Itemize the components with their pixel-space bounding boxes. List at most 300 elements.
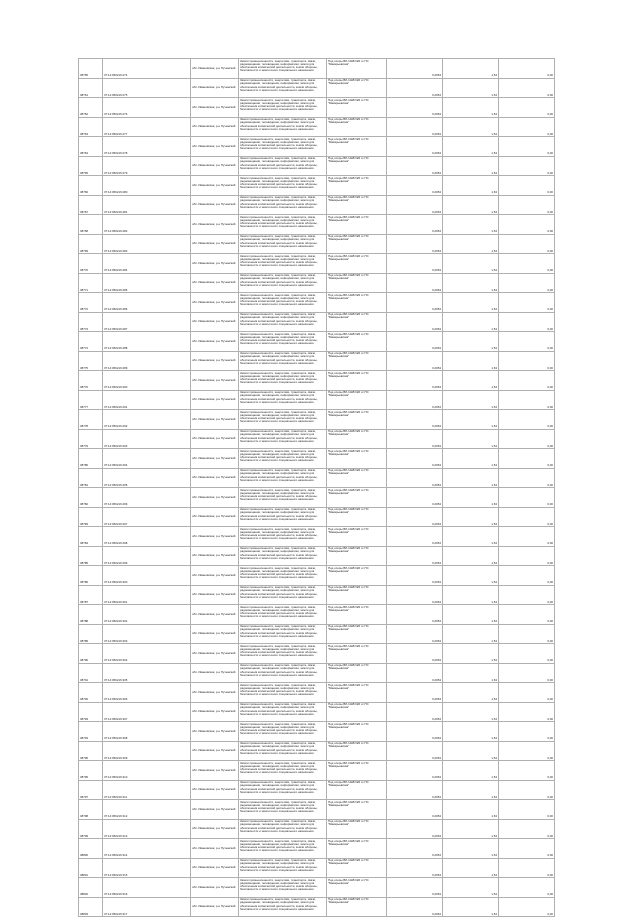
address-cell: обл. Ивановская, р-н Пучежский <box>191 351 239 371</box>
rate-cell: 1,54 <box>443 254 499 274</box>
row-id-cell: 38762 <box>79 98 103 118</box>
row-id-cell: 38797 <box>79 780 103 800</box>
land-parcel-table <box>78 58 555 917</box>
rate-cell: 1,54 <box>443 624 499 644</box>
area-cell: 0,0054 <box>387 878 443 898</box>
table-row <box>79 878 555 898</box>
land-category-cell: Земли промышленности, энергетики, транспорта, связи, радиовещания, телевидения, информатики, земли для обеспечения космической деятельности, земли обороны, безопасности и земли иного специального назначения <box>239 507 327 527</box>
land-category-cell: Земли промышленности, энергетики, транспорта, связи, радиовещания, телевидения, информатики, земли для обеспечения космической деятельности, земли обороны, безопасности и земли иного специального назначения <box>239 293 327 313</box>
address-cell: обл. Ивановская, р-н Пучежский <box>191 390 239 410</box>
cadastral-number-cell: 37:14:050216:287 <box>103 312 191 332</box>
table-row <box>79 722 555 742</box>
tax-cell: 0,00 <box>499 156 555 176</box>
tax-cell: 0,00 <box>499 858 555 878</box>
row-id-cell: 38782 <box>79 488 103 508</box>
rate-cell: 1,54 <box>443 566 499 586</box>
table-row <box>79 390 555 410</box>
rate-cell: 1,54 <box>443 449 499 469</box>
land-use-cell: Под опоры ВЛ-10кВ №5 от ПС "Макарьевская" <box>327 312 387 332</box>
cadastral-number-cell: 37:14:050216:311 <box>103 780 191 800</box>
row-id-cell: 38770 <box>79 254 103 274</box>
row-id-cell: 38798 <box>79 800 103 820</box>
address-cell: обл. Ивановская, р-н Пучежский <box>191 527 239 547</box>
land-category-cell: Земли промышленности, энергетики, транспорта, связи, радиовещания, телевидения, информатики, земли для обеспечения космической деятельности, земли обороны, безопасности и земли иного специального назначения <box>239 390 327 410</box>
area-cell: 0,0054 <box>387 273 443 293</box>
table-row <box>79 117 555 137</box>
land-category-cell: Земли промышленности, энергетики, транспорта, связи, радиовещания, телевидения, информатики, земли для обеспечения космической деятельности, земли обороны, безопасности и земли иного специального назначения <box>239 605 327 625</box>
land-category-cell: Земли промышленности, энергетики, транспорта, связи, радиовещания, телевидения, информатики, земли для обеспечения космической деятельности, земли обороны, безопасности и земли иного специального назначения <box>239 410 327 430</box>
table-row <box>79 449 555 469</box>
rate-cell: 1,54 <box>443 176 499 196</box>
land-category-cell: Земли промышленности, энергетики, транспорта, связи, радиовещания, телевидения, информатики, земли для обеспечения космической деятельности, земли обороны, безопасности и земли иного специального назначения <box>239 195 327 215</box>
rate-cell: 1,54 <box>443 468 499 488</box>
tax-cell: 0,00 <box>499 98 555 118</box>
rate-cell: 1,54 <box>443 761 499 781</box>
address-cell: обл. Ивановская, р-н Пучежский <box>191 839 239 859</box>
tax-cell: 0,00 <box>499 546 555 566</box>
rate-cell: 1,54 <box>443 722 499 742</box>
tax-cell: 0,00 <box>499 234 555 254</box>
table-row <box>79 488 555 508</box>
area-cell: 0,0054 <box>387 800 443 820</box>
land-use-cell: Под опоры ВЛ-10кВ №5 от ПС "Макарьевская" <box>327 897 387 917</box>
cadastral-number-cell: 37:14:050216:291 <box>103 390 191 410</box>
area-cell: 0,0054 <box>387 98 443 118</box>
cadastral-number-cell: 37:14:050216:309 <box>103 741 191 761</box>
table-row <box>79 741 555 761</box>
land-use-cell: Под опоры ВЛ-10кВ №5 от ПС "Макарьевская" <box>327 780 387 800</box>
cadastral-number-cell: 37:14:050216:307 <box>103 702 191 722</box>
row-id-cell: 38789 <box>79 624 103 644</box>
table-row <box>79 351 555 371</box>
table-row <box>79 410 555 430</box>
cadastral-number-cell: 37:14:050216:316 <box>103 878 191 898</box>
cadastral-number-cell: 37:14:050216:275 <box>103 78 191 98</box>
cadastral-number-cell: 37:14:050216:276 <box>103 98 191 118</box>
land-category-cell: Земли промышленности, энергетики, транспорта, связи, радиовещания, телевидения, информатики, земли для обеспечения космической деятельности, земли обороны, безопасности и земли иного специального назначения <box>239 273 327 293</box>
tax-cell: 0,00 <box>499 683 555 703</box>
rate-cell: 1,54 <box>443 117 499 137</box>
table-row <box>79 624 555 644</box>
row-id-cell: 38780 <box>79 449 103 469</box>
cadastral-number-cell: 37:14:050216:279 <box>103 156 191 176</box>
area-cell: 0,0054 <box>387 683 443 703</box>
land-use-cell: Под опоры ВЛ-10кВ №5 от ПС "Макарьевская" <box>327 78 387 98</box>
rate-cell: 1,54 <box>443 741 499 761</box>
row-id-cell: 38792 <box>79 683 103 703</box>
land-category-cell: Земли промышленности, энергетики, транспорта, связи, радиовещания, телевидения, информатики, земли для обеспечения космической деятельности, земли обороны, безопасности и земли иного специального назначения <box>239 351 327 371</box>
land-category-cell: Земли промышленности, энергетики, транспорта, связи, радиовещания, телевидения, информатики, земли для обеспечения космической деятельности, земли обороны, безопасности и земли иного специального назначения <box>239 761 327 781</box>
tax-cell: 0,00 <box>499 527 555 547</box>
table-row <box>79 780 555 800</box>
area-cell: 0,0054 <box>387 371 443 391</box>
row-id-cell: 38771 <box>79 273 103 293</box>
address-cell: обл. Ивановская, р-н Пучежский <box>191 254 239 274</box>
cadastral-number-cell: 37:14:050216:280 <box>103 176 191 196</box>
row-id-cell: 38764 <box>79 137 103 157</box>
tax-cell: 0,00 <box>499 137 555 157</box>
area-cell: 0,0054 <box>387 741 443 761</box>
address-cell: обл. Ивановская, р-н Пучежский <box>191 878 239 898</box>
table-row <box>79 858 555 878</box>
rate-cell: 1,54 <box>443 137 499 157</box>
tax-cell: 0,00 <box>499 117 555 137</box>
table-row <box>79 585 555 605</box>
table-row <box>79 195 555 215</box>
address-cell: обл. Ивановская, р-н Пучежский <box>191 644 239 664</box>
address-cell: обл. Ивановская, р-н Пучежский <box>191 566 239 586</box>
land-category-cell: Земли промышленности, энергетики, транспорта, связи, радиовещания, телевидения, информатики, земли для обеспечения космической деятельности, земли обороны, безопасности и земли иного специального назначения <box>239 98 327 118</box>
tax-cell: 0,00 <box>499 566 555 586</box>
area-cell: 0,0054 <box>387 761 443 781</box>
tax-cell: 0,00 <box>499 59 555 79</box>
table-row <box>79 800 555 820</box>
land-use-cell: Под опоры ВЛ-10кВ №5 от ПС "Макарьевская" <box>327 858 387 878</box>
land-category-cell: Земли промышленности, энергетики, транспорта, связи, радиовещания, телевидения, информатики, земли для обеспечения космической деятельности, земли обороны, безопасности и земли иного специального назначения <box>239 78 327 98</box>
land-use-cell: Под опоры ВЛ-10кВ №5 от ПС "Макарьевская" <box>327 683 387 703</box>
row-id-cell: 38791 <box>79 663 103 683</box>
table-row <box>79 468 555 488</box>
address-cell: обл. Ивановская, р-н Пучежский <box>191 273 239 293</box>
cadastral-number-cell: 37:14:050216:288 <box>103 332 191 352</box>
table-row <box>79 839 555 859</box>
tax-cell: 0,00 <box>499 839 555 859</box>
tax-cell: 0,00 <box>499 878 555 898</box>
table-row <box>79 332 555 352</box>
rate-cell: 1,54 <box>443 429 499 449</box>
row-id-cell: 38802 <box>79 878 103 898</box>
table-row <box>79 78 555 98</box>
land-category-cell: Земли промышленности, энергетики, транспорта, связи, радиовещания, телевидения, информатики, земли для обеспечения космической деятельности, земли обороны, безопасности и земли иного специального назначения <box>239 215 327 235</box>
row-id-cell: 38765 <box>79 156 103 176</box>
row-id-cell: 38788 <box>79 605 103 625</box>
tax-cell: 0,00 <box>499 819 555 839</box>
rate-cell: 1,54 <box>443 195 499 215</box>
address-cell: обл. Ивановская, р-н Пучежский <box>191 449 239 469</box>
land-category-cell: Земли промышленности, энергетики, транспорта, связи, радиовещания, телевидения, информатики, земли для обеспечения космической деятельности, земли обороны, безопасности и земли иного специального назначения <box>239 312 327 332</box>
address-cell: обл. Ивановская, р-н Пучежский <box>191 98 239 118</box>
area-cell: 0,0054 <box>387 624 443 644</box>
land-category-cell: Земли промышленности, энергетики, транспорта, связи, радиовещания, телевидения, информатики, земли для обеспечения космической деятельности, земли обороны, безопасности и земли иного специального назначения <box>239 800 327 820</box>
area-cell: 0,0054 <box>387 390 443 410</box>
cadastral-number-cell: 37:14:050216:310 <box>103 761 191 781</box>
area-cell: 0,0054 <box>387 566 443 586</box>
row-id-cell: 38800 <box>79 839 103 859</box>
area-cell: 0,0054 <box>387 644 443 664</box>
row-id-cell: 38772 <box>79 293 103 313</box>
land-use-cell: Под опоры ВЛ-10кВ №5 от ПС "Макарьевская" <box>327 137 387 157</box>
rate-cell: 1,54 <box>443 644 499 664</box>
land-use-cell: Под опоры ВЛ-10кВ №5 от ПС "Макарьевская" <box>327 429 387 449</box>
land-use-cell: Под опоры ВЛ-10кВ №5 от ПС "Макарьевская" <box>327 351 387 371</box>
land-category-cell: Земли промышленности, энергетики, транспорта, связи, радиовещания, телевидения, информатики, земли для обеспечения космической деятельности, земли обороны, безопасности и земли иного специального назначения <box>239 137 327 157</box>
land-use-cell: Под опоры ВЛ-10кВ №5 от ПС "Макарьевская" <box>327 332 387 352</box>
table-row <box>79 254 555 274</box>
rate-cell: 1,54 <box>443 98 499 118</box>
land-use-cell: Под опоры ВЛ-10кВ №5 от ПС "Макарьевская" <box>327 410 387 430</box>
address-cell: обл. Ивановская, р-н Пучежский <box>191 234 239 254</box>
land-category-cell: Земли промышленности, энергетики, транспорта, связи, радиовещания, телевидения, информатики, земли для обеспечения космической деятельности, земли обороны, безопасности и земли иного специального назначения <box>239 449 327 469</box>
land-use-cell: Под опоры ВЛ-10кВ №5 от ПС "Макарьевская" <box>327 156 387 176</box>
area-cell: 0,0054 <box>387 702 443 722</box>
address-cell: обл. Ивановская, р-н Пучежский <box>191 176 239 196</box>
rate-cell: 1,54 <box>443 683 499 703</box>
table-row <box>79 761 555 781</box>
land-use-cell: Под опоры ВЛ-10кВ №5 от ПС "Макарьевская" <box>327 449 387 469</box>
row-id-cell: 38761 <box>79 78 103 98</box>
cadastral-number-cell: 37:14:050216:317 <box>103 897 191 917</box>
table-row <box>79 234 555 254</box>
row-id-cell: 38781 <box>79 468 103 488</box>
table-body <box>79 59 555 917</box>
row-id-cell: 38778 <box>79 410 103 430</box>
land-category-cell: Земли промышленности, энергетики, транспорта, связи, радиовещания, телевидения, информатики, земли для обеспечения космической деятельности, земли обороны, безопасности и земли иного специального назначения <box>239 59 327 79</box>
address-cell: обл. Ивановская, р-н Пучежский <box>191 429 239 449</box>
land-category-cell: Земли промышленности, энергетики, транспорта, связи, радиовещания, телевидения, информатики, земли для обеспечения космической деятельности, земли обороны, безопасности и земли иного специального назначения <box>239 332 327 352</box>
area-cell: 0,0054 <box>387 254 443 274</box>
address-cell: обл. Ивановская, р-н Пучежский <box>191 371 239 391</box>
rate-cell: 1,54 <box>443 819 499 839</box>
address-cell: обл. Ивановская, р-н Пучежский <box>191 605 239 625</box>
area-cell: 0,0054 <box>387 605 443 625</box>
table-row <box>79 59 555 79</box>
row-id-cell: 38773 <box>79 312 103 332</box>
land-use-cell: Под опоры ВЛ-10кВ №5 от ПС "Макарьевская" <box>327 98 387 118</box>
address-cell: обл. Ивановская, р-н Пучежский <box>191 195 239 215</box>
land-use-cell: Под опоры ВЛ-10кВ №5 от ПС "Макарьевская" <box>327 722 387 742</box>
land-category-cell: Земли промышленности, энергетики, транспорта, связи, радиовещания, телевидения, информатики, земли для обеспечения космической деятельности, земли обороны, безопасности и земли иного специального назначения <box>239 566 327 586</box>
land-use-cell: Под опоры ВЛ-10кВ №5 от ПС "Макарьевская" <box>327 546 387 566</box>
address-cell: обл. Ивановская, р-н Пучежский <box>191 663 239 683</box>
area-cell: 0,0054 <box>387 78 443 98</box>
row-id-cell: 38793 <box>79 702 103 722</box>
tax-cell: 0,00 <box>499 624 555 644</box>
row-id-cell: 38786 <box>79 566 103 586</box>
address-cell: обл. Ивановская, р-н Пучежский <box>191 507 239 527</box>
tax-cell: 0,00 <box>499 195 555 215</box>
rate-cell: 1,54 <box>443 410 499 430</box>
address-cell: обл. Ивановская, р-н Пучежский <box>191 137 239 157</box>
rate-cell: 1,54 <box>443 897 499 917</box>
cadastral-number-cell: 37:14:050216:285 <box>103 273 191 293</box>
address-cell: обл. Ивановская, р-н Пучежский <box>191 819 239 839</box>
rate-cell: 1,54 <box>443 839 499 859</box>
land-use-cell: Под опоры ВЛ-10кВ №5 от ПС "Макарьевская" <box>327 273 387 293</box>
rate-cell: 1,54 <box>443 390 499 410</box>
land-category-cell: Земли промышленности, энергетики, транспорта, связи, радиовещания, телевидения, информатики, земли для обеспечения космической деятельности, земли обороны, безопасности и земли иного специального назначения <box>239 839 327 859</box>
rate-cell: 1,54 <box>443 371 499 391</box>
tax-cell: 0,00 <box>499 371 555 391</box>
table-row <box>79 371 555 391</box>
cadastral-number-cell: 37:14:050216:313 <box>103 819 191 839</box>
address-cell: обл. Ивановская, р-н Пучежский <box>191 156 239 176</box>
area-cell: 0,0054 <box>387 507 443 527</box>
tax-cell: 0,00 <box>499 293 555 313</box>
rate-cell: 1,54 <box>443 332 499 352</box>
tax-cell: 0,00 <box>499 254 555 274</box>
address-cell: обл. Ивановская, р-н Пучежский <box>191 293 239 313</box>
rate-cell: 1,54 <box>443 507 499 527</box>
area-cell: 0,0054 <box>387 332 443 352</box>
rate-cell: 1,54 <box>443 488 499 508</box>
land-use-cell: Под опоры ВЛ-10кВ №5 от ПС "Макарьевская" <box>327 839 387 859</box>
cadastral-number-cell: 37:14:050216:292 <box>103 410 191 430</box>
area-cell: 0,0054 <box>387 156 443 176</box>
rate-cell: 1,54 <box>443 215 499 235</box>
tax-cell: 0,00 <box>499 761 555 781</box>
cadastral-number-cell: 37:14:050216:284 <box>103 254 191 274</box>
land-category-cell: Земли промышленности, энергетики, транспорта, связи, радиовещания, телевидения, информатики, земли для обеспечения космической деятельности, земли обороны, безопасности и земли иного специального назначения <box>239 488 327 508</box>
address-cell: обл. Ивановская, р-н Пучежский <box>191 702 239 722</box>
land-category-cell: Земли промышленности, энергетики, транспорта, связи, радиовещания, телевидения, информатики, земли для обеспечения космической деятельности, земли обороны, безопасности и земли иного специального назначения <box>239 702 327 722</box>
land-category-cell: Земли промышленности, энергетики, транспорта, связи, радиовещания, телевидения, информатики, земли для обеспечения космической деятельности, земли обороны, безопасности и земли иного специального назначения <box>239 527 327 547</box>
row-id-cell: 38775 <box>79 351 103 371</box>
address-cell: обл. Ивановская, р-н Пучежский <box>191 410 239 430</box>
cadastral-number-cell: 37:14:050216:302 <box>103 605 191 625</box>
rate-cell: 1,54 <box>443 59 499 79</box>
land-use-cell: Под опоры ВЛ-10кВ №5 от ПС "Макарьевская" <box>327 566 387 586</box>
land-category-cell: Земли промышленности, энергетики, транспорта, связи, радиовещания, телевидения, информатики, земли для обеспечения космической деятельности, земли обороны, безопасности и земли иного специального назначения <box>239 371 327 391</box>
rate-cell: 1,54 <box>443 858 499 878</box>
cadastral-number-cell: 37:14:050216:304 <box>103 644 191 664</box>
cadastral-number-cell: 37:14:050216:274 <box>103 59 191 79</box>
land-use-cell: Под опоры ВЛ-10кВ №5 от ПС "Макарьевская" <box>327 254 387 274</box>
tax-cell: 0,00 <box>499 390 555 410</box>
row-id-cell: 38755 <box>79 59 103 79</box>
row-id-cell: 38779 <box>79 429 103 449</box>
area-cell: 0,0054 <box>387 780 443 800</box>
area-cell: 0,0054 <box>387 351 443 371</box>
tax-cell: 0,00 <box>499 605 555 625</box>
land-category-cell: Земли промышленности, энергетики, транспорта, связи, радиовещания, телевидения, информатики, земли для обеспечения космической деятельности, земли обороны, безопасности и земли иного специального назначения <box>239 780 327 800</box>
table-row <box>79 819 555 839</box>
table-row <box>79 644 555 664</box>
rate-cell: 1,54 <box>443 293 499 313</box>
land-category-cell: Земли промышленности, энергетики, транспорта, связи, радиовещания, телевидения, информатики, земли для обеспечения космической деятельности, земли обороны, безопасности и земли иного специального назначения <box>239 819 327 839</box>
tax-cell: 0,00 <box>499 741 555 761</box>
rate-cell: 1,54 <box>443 312 499 332</box>
tax-cell: 0,00 <box>499 215 555 235</box>
tax-cell: 0,00 <box>499 780 555 800</box>
land-use-cell: Под опоры ВЛ-10кВ №5 от ПС "Макарьевская" <box>327 644 387 664</box>
row-id-cell: 38767 <box>79 195 103 215</box>
cadastral-number-cell: 37:14:050216:312 <box>103 800 191 820</box>
area-cell: 0,0054 <box>387 410 443 430</box>
area-cell: 0,0054 <box>387 839 443 859</box>
cadastral-number-cell: 37:14:050216:315 <box>103 858 191 878</box>
tax-cell: 0,00 <box>499 585 555 605</box>
cadastral-number-cell: 37:14:050216:308 <box>103 722 191 742</box>
cadastral-number-cell: 37:14:050216:293 <box>103 429 191 449</box>
row-id-cell: 38801 <box>79 858 103 878</box>
cadastral-number-cell: 37:14:050216:278 <box>103 137 191 157</box>
row-id-cell: 38794 <box>79 722 103 742</box>
land-category-cell: Земли промышленности, энергетики, транспорта, связи, радиовещания, телевидения, информатики, земли для обеспечения космической деятельности, земли обороны, безопасности и земли иного специального назначения <box>239 429 327 449</box>
document-sheet <box>78 58 554 916</box>
rate-cell: 1,54 <box>443 78 499 98</box>
land-use-cell: Под опоры ВЛ-10кВ №5 от ПС "Макарьевская" <box>327 215 387 235</box>
table-row <box>79 176 555 196</box>
address-cell: обл. Ивановская, р-н Пучежский <box>191 215 239 235</box>
rate-cell: 1,54 <box>443 273 499 293</box>
row-id-cell: 38763 <box>79 117 103 137</box>
area-cell: 0,0054 <box>387 312 443 332</box>
land-use-cell: Под опоры ВЛ-10кВ №5 от ПС "Макарьевская" <box>327 605 387 625</box>
area-cell: 0,0054 <box>387 897 443 917</box>
area-cell: 0,0054 <box>387 468 443 488</box>
land-use-cell: Под опоры ВЛ-10кВ №5 от ПС "Макарьевская" <box>327 878 387 898</box>
land-category-cell: Земли промышленности, энергетики, транспорта, связи, радиовещания, телевидения, информатики, земли для обеспечения космической деятельности, земли обороны, безопасности и земли иного специального назначения <box>239 176 327 196</box>
rate-cell: 1,54 <box>443 800 499 820</box>
address-cell: обл. Ивановская, р-н Пучежский <box>191 59 239 79</box>
table-row <box>79 683 555 703</box>
address-cell: обл. Ивановская, р-н Пучежский <box>191 780 239 800</box>
cadastral-number-cell: 37:14:050216:295 <box>103 468 191 488</box>
tax-cell: 0,00 <box>499 897 555 917</box>
tax-cell: 0,00 <box>499 468 555 488</box>
address-cell: обл. Ивановская, р-н Пучежский <box>191 761 239 781</box>
land-use-cell: Под опоры ВЛ-10кВ №5 от ПС "Макарьевская" <box>327 390 387 410</box>
area-cell: 0,0054 <box>387 234 443 254</box>
land-use-cell: Под опоры ВЛ-10кВ №5 от ПС "Макарьевская" <box>327 527 387 547</box>
area-cell: 0,0054 <box>387 819 443 839</box>
rate-cell: 1,54 <box>443 546 499 566</box>
rate-cell: 1,54 <box>443 351 499 371</box>
cadastral-number-cell: 37:14:050216:305 <box>103 663 191 683</box>
area-cell: 0,0054 <box>387 215 443 235</box>
cadastral-number-cell: 37:14:050216:296 <box>103 488 191 508</box>
land-category-cell: Земли промышленности, энергетики, транспорта, связи, радиовещания, телевидения, информатики, земли для обеспечения космической деятельности, земли обороны, безопасности и земли иного специального назначения <box>239 624 327 644</box>
row-id-cell: 38787 <box>79 585 103 605</box>
table-row <box>79 702 555 722</box>
tax-cell: 0,00 <box>499 410 555 430</box>
cadastral-number-cell: 37:14:050216:282 <box>103 215 191 235</box>
land-use-cell: Под опоры ВЛ-10кВ №5 от ПС "Макарьевская" <box>327 293 387 313</box>
table-row <box>79 215 555 235</box>
land-use-cell: Под опоры ВЛ-10кВ №5 от ПС "Макарьевская" <box>327 468 387 488</box>
tax-cell: 0,00 <box>499 722 555 742</box>
area-cell: 0,0054 <box>387 449 443 469</box>
cadastral-number-cell: 37:14:050216:290 <box>103 371 191 391</box>
address-cell: обл. Ивановская, р-н Пучежский <box>191 312 239 332</box>
address-cell: обл. Ивановская, р-н Пучежский <box>191 683 239 703</box>
tax-cell: 0,00 <box>499 449 555 469</box>
cadastral-number-cell: 37:14:050216:314 <box>103 839 191 859</box>
table-row <box>79 156 555 176</box>
area-cell: 0,0054 <box>387 59 443 79</box>
row-id-cell: 38774 <box>79 332 103 352</box>
row-id-cell: 38796 <box>79 761 103 781</box>
cadastral-number-cell: 37:14:050216:300 <box>103 566 191 586</box>
land-use-cell: Под опоры ВЛ-10кВ №5 от ПС "Макарьевская" <box>327 507 387 527</box>
area-cell: 0,0054 <box>387 195 443 215</box>
row-id-cell: 38790 <box>79 644 103 664</box>
row-id-cell: 38795 <box>79 741 103 761</box>
table-row <box>79 566 555 586</box>
land-category-cell: Земли промышленности, энергетики, транспорта, связи, радиовещания, телевидения, информатики, земли для обеспечения космической деятельности, земли обороны, безопасности и земли иного специального назначения <box>239 897 327 917</box>
land-category-cell: Земли промышленности, энергетики, транспорта, связи, радиовещания, телевидения, информатики, земли для обеспечения космической деятельности, земли обороны, безопасности и земли иного специального назначения <box>239 722 327 742</box>
table-row <box>79 273 555 293</box>
land-use-cell: Под опоры ВЛ-10кВ №5 от ПС "Макарьевская" <box>327 761 387 781</box>
address-cell: обл. Ивановская, р-н Пучежский <box>191 117 239 137</box>
tax-cell: 0,00 <box>499 488 555 508</box>
land-category-cell: Земли промышленности, энергетики, транспорта, связи, радиовещания, телевидения, информатики, земли для обеспечения космической деятельности, земли обороны, безопасности и земли иного специального назначения <box>239 546 327 566</box>
land-use-cell: Под опоры ВЛ-10кВ №5 от ПС "Макарьевская" <box>327 741 387 761</box>
table-row <box>79 137 555 157</box>
row-id-cell: 38766 <box>79 176 103 196</box>
table-row <box>79 507 555 527</box>
tax-cell: 0,00 <box>499 507 555 527</box>
